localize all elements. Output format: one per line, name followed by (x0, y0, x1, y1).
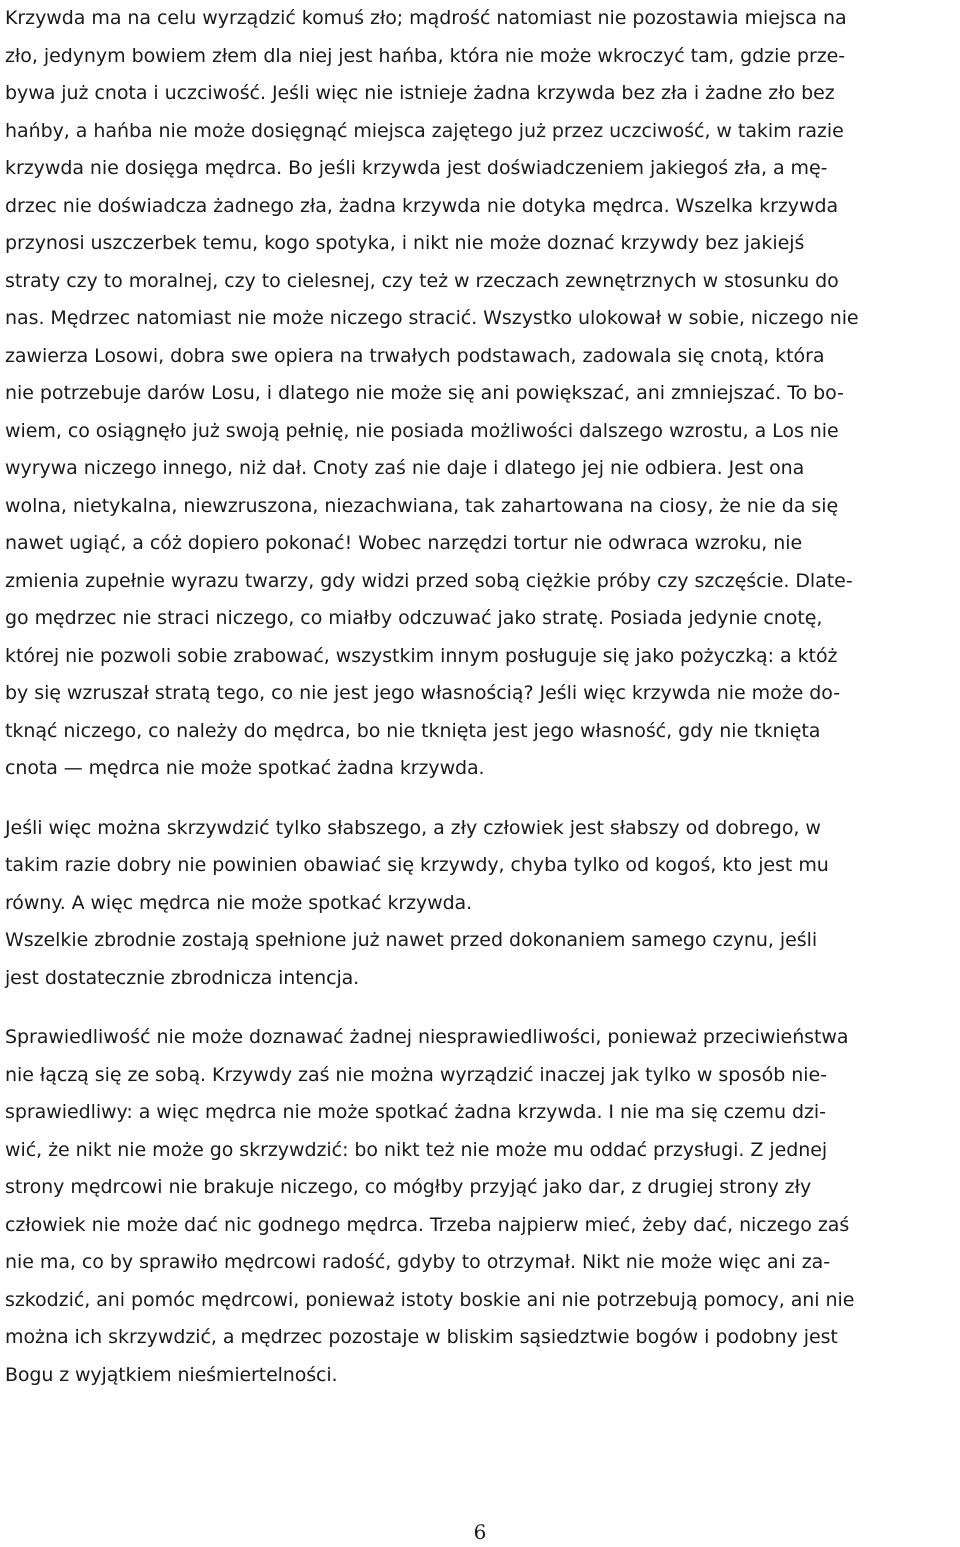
text-line: jest dostatecznie zbrodnicza intencja. (5, 966, 360, 989)
text-line: bywa już cnota i uczciwość. Jeśli więc nie istnieje żadna krzywda bez zła i żadne zło bez (5, 82, 835, 104)
text-line: wolna, nietykalna, niewzruszona, niezachwiana, tak zahartowana na ciosy, że nie da się (5, 494, 839, 517)
text-line: równy. A więc mędrca nie może spotkać krzywda. (5, 891, 473, 914)
text-line: nawet ugiąć, a cóż dopiero pokonać! Wobec narzędzi tortur nie odwraca wzroku, nie (5, 532, 803, 554)
text-line: można ich skrzywdzić, a mędrzec pozostaje w bliskim sąsiedztwie bogów i podobny jest (5, 1326, 838, 1348)
text-line: krzywda nie dosięga mędrca. Bo jeśli krzywda jest doświadczeniem jakiegoś zła, a mę- (5, 157, 828, 179)
text-line: tknąć niczego, co należy do mędrca, bo nie tknięta jest jego własność, gdy nie tknięta (5, 719, 821, 742)
text-line: straty czy to moralnej, czy to cielesnej, czy też w rzeczach zewnętrznych w stosunku do (5, 269, 839, 292)
text-line: wyrywa niczego innego, niż dał. Cnoty zaś nie daje i dlatego jej nie odbiera. Jest ona (5, 457, 805, 479)
text-line: szkodzić, ani pomóc mędrcowi, ponieważ istoty boskie ani nie potrzebują pomocy, ani nie (5, 1288, 855, 1311)
page-number: 6 (473, 1520, 487, 1544)
document-page (5, 0, 959, 1394)
text-line: człowiek nie może dać nic godnego mędrca. Trzeba najpierw mieć, żeby dać, niczego zaś (5, 1213, 850, 1236)
paragraph-2 (5, 810, 959, 998)
text-line: hańby, a hańba nie może dosięgnąć miejsca zajętego już przez uczciwość, w takim razie (5, 119, 844, 142)
text-line: nie łączą się ze sobą. Krzywdy zaś nie można wyrządzić inaczej jak tylko w sposób nie- (5, 1063, 827, 1086)
text-line: przynosi uszczerbek temu, kogo spotyka, i nikt nie może doznać krzywdy bez jakiejś (5, 232, 805, 254)
text-line: Jeśli więc można skrzywdzić tylko słabszego, a zły człowiek jest słabszy od dobrego, w (5, 816, 821, 839)
paragraph-gap (5, 997, 959, 1019)
text-line: zło, jedynym bowiem złem dla niej jest hańba, która nie może wkroczyć tam, gdzie prze- (5, 44, 846, 67)
text-line: go mędrzec nie straci niczego, co miałby odczuwać jako stratę. Posiada jedynie cnotę, (5, 607, 823, 629)
text-line: strony mędrcowi nie brakuje niczego, co mógłby przyjąć jako dar, z drugiej strony zły (5, 1176, 812, 1198)
text-line: zawierza Losowi, dobra swe opiera na trwałych podstawach, zadowala się cnotą, która (5, 344, 825, 367)
text-line: nie ma, co by sprawiło mędrcowi radość, gdyby to otrzymał. Nikt nie może więc ani za- (5, 1251, 831, 1273)
text-line: Bogu z wyjątkiem nieśmiertelności. (5, 1363, 338, 1386)
paragraph-1 (5, 0, 959, 788)
text-line: Sprawiedliwość nie może doznawać żadnej niesprawiedliwości, ponieważ przeciwieństwa (5, 1026, 849, 1048)
text-line: cnota — mędrca nie może spotkać żadna krzywda. (5, 757, 485, 779)
text-line: której nie pozwoli sobie zrabować, wszystkim innym posługuje się jako pożyczką: a któż (5, 644, 838, 667)
paragraph-gap (5, 788, 959, 810)
text-line: Wszelkie zbrodnie zostają spełnione już nawet przed dokonaniem samego czynu, jeśli (5, 929, 818, 951)
text-line: Krzywda ma na celu wyrządzić komuś zło; mądrość natomiast nie pozostawia miejsca na (5, 7, 847, 29)
text-line: nie potrzebuje darów Losu, i dlatego nie może się ani powiększać, ani zmniejszać. To bo- (5, 382, 844, 404)
paragraph-3 (5, 1019, 959, 1394)
text-line: drzec nie doświadcza żadnego zła, żadna krzywda nie dotyka mędrca. Wszelka krzywda (5, 194, 839, 217)
text-line: wić, że nikt nie może go skrzywdzić: bo nikt też nie może mu oddać przysługi. Z jednej (5, 1138, 828, 1161)
text-line: nas. Mędrzec natomiast nie może niczego stracić. Wszystko ulokował w sobie, niczego nie (5, 307, 859, 329)
text-line: sprawiedliwy: a więc mędrca nie może spotkać żadna krzywda. I nie ma się czemu dzi- (5, 1101, 826, 1123)
text-line: zmienia zupełnie wyrazu twarzy, gdy widzi przed sobą ciężkie próby czy szczęście. Dlate- (5, 569, 853, 592)
text-line: by się wzruszał stratą tego, co nie jest jego własnością? Jeśli więc krzywda nie może do- (5, 682, 841, 704)
text-line: takim razie dobry nie powinien obawiać się krzywdy, chyba tylko od kogoś, kto jest mu (5, 854, 829, 876)
text-line: wiem, co osiągnęło już swoją pełnię, nie posiada możliwości dalszego wzrostu, a Los nie (5, 419, 839, 442)
